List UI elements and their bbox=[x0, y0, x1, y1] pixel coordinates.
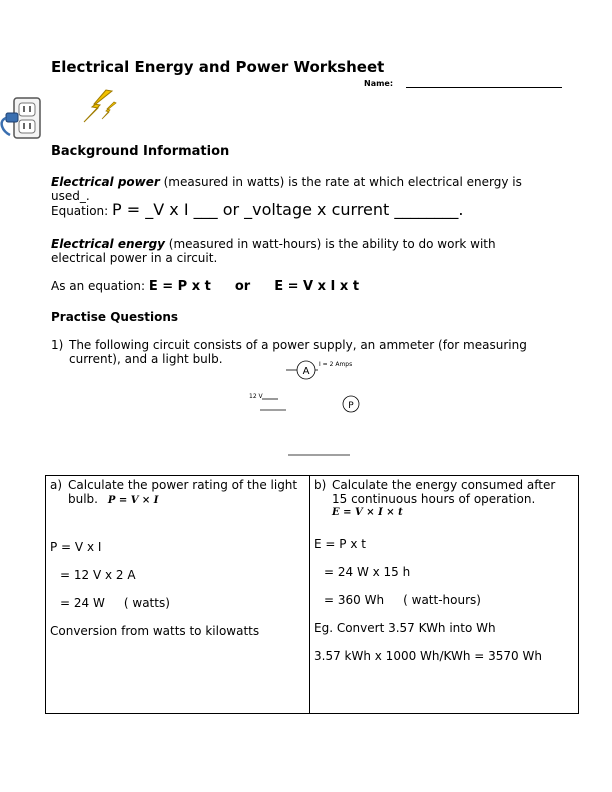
part-b-label: b) bbox=[314, 478, 327, 492]
question-number: 1) bbox=[51, 338, 64, 352]
energy-definition bbox=[51, 237, 551, 265]
power-equation bbox=[51, 200, 551, 219]
power-definition bbox=[51, 175, 551, 203]
energy-def: (measured in watt-hours) is the ability to do work with electrical power in a circuit. bbox=[51, 237, 496, 265]
as-equation-label: As an equation: bbox=[51, 279, 149, 293]
question-text: The following circuit consists of a power supply, an ammeter (for measuring current), and a light bulb. bbox=[69, 338, 527, 366]
ammeter-letter: A bbox=[302, 366, 310, 377]
part-b-line: E = P x t bbox=[314, 537, 366, 551]
part-a-text: Calculate the power rating of the light bulb. bbox=[68, 478, 298, 506]
part-a-formula: P = V × I bbox=[107, 495, 159, 506]
part-b-line: Eg. Convert 3.57 KWh into Wh bbox=[314, 621, 496, 635]
electrical-outlet-icon bbox=[0, 95, 44, 143]
part-a-line: Conversion from watts to kilowatts bbox=[50, 624, 260, 638]
part-b-line: = 24 W x 15 h bbox=[324, 565, 411, 579]
part-a-cell[interactable] bbox=[46, 476, 310, 714]
power-term: Electrical power bbox=[51, 175, 160, 189]
name-field-line[interactable] bbox=[406, 87, 562, 88]
page-title: Electrical Energy and Power Worksheet bbox=[51, 58, 385, 76]
voltage-label: 12 V bbox=[249, 393, 263, 400]
part-a-line: = 24 W ( watts) bbox=[60, 596, 170, 610]
part-b-line: = 360 Wh ( watt-hours) bbox=[324, 593, 481, 607]
name-label: Name: bbox=[364, 79, 394, 88]
part-a-line: = 12 V x 2 A bbox=[60, 568, 136, 582]
part-a-question bbox=[50, 478, 305, 508]
energy-eq2: E = V x I x t bbox=[274, 279, 360, 294]
or-word: or bbox=[234, 279, 251, 294]
part-b-question bbox=[314, 478, 574, 520]
lightning-bolt-icon bbox=[76, 88, 118, 128]
bulb-letter: P bbox=[348, 401, 354, 411]
background-heading: Background Information bbox=[51, 144, 230, 159]
equation-label: Equation: bbox=[51, 204, 113, 218]
practice-heading: Practise Questions bbox=[51, 310, 179, 324]
part-b-cell[interactable] bbox=[310, 476, 579, 714]
part-b-text: Calculate the energy consumed after 15 continuous hours of operation. bbox=[332, 478, 556, 506]
energy-equation bbox=[51, 279, 551, 294]
power-def: (measured in watts) is the rate at which electrical energy is used_. bbox=[51, 175, 522, 203]
energy-term: Electrical energy bbox=[51, 237, 165, 251]
energy-eq1: E = P x t bbox=[148, 279, 211, 294]
work-table bbox=[45, 475, 579, 714]
part-a-line: P = V x I bbox=[50, 540, 102, 554]
part-a-label: a) bbox=[50, 478, 63, 492]
part-b-line: 3.57 kWh x 1000 Wh/KWh = 3570 Wh bbox=[314, 649, 542, 663]
current-label: I = 2 Amps bbox=[319, 361, 353, 368]
circuit-diagram bbox=[240, 352, 370, 462]
equation-value: P = _V x I ___ or _voltage x current ________. bbox=[112, 200, 464, 219]
part-b-formula: E = V × I × t bbox=[332, 507, 403, 518]
